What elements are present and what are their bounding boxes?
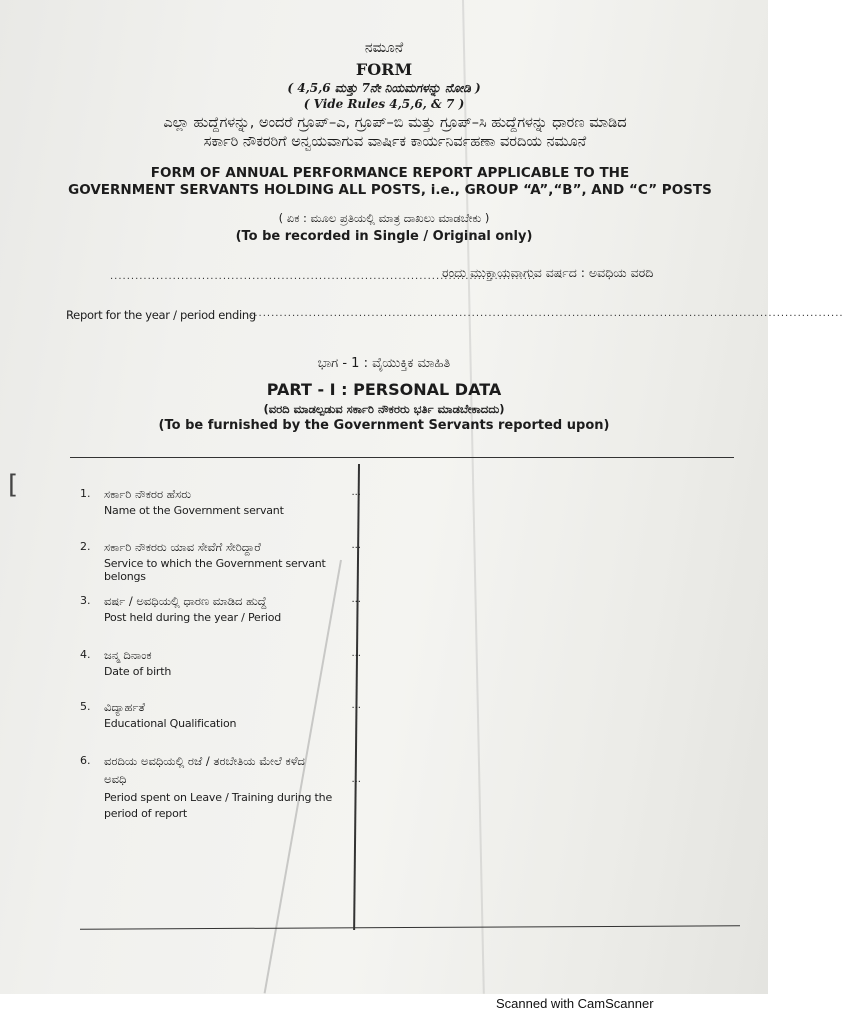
report-title-line2: GOVERNMENT SERVANTS HOLDING ALL POSTS, i.e., GROUP “A”,“B”, AND “C” POSTS <box>68 182 712 198</box>
row-label: Name ot the Government servant <box>104 504 284 517</box>
part-title-kannada: ಭಾಗ - 1 : ವೈಯುಕ್ತಿಕ ಮಾಹಿತಿ <box>317 356 451 371</box>
row-label-kannada: ಜನ್ಮ ದಿನಾಂಕ <box>104 648 152 662</box>
row-label-kannada: ವಿದ್ಯಾರ್ಹತೆ <box>104 700 145 714</box>
rules-reference: ( Vide Rules 4,5,6, & 7 ) <box>303 97 465 111</box>
binder-mark: [ <box>8 470 19 500</box>
form-title-kannada: ನಮೂನೆ <box>364 40 404 56</box>
part-title: PART - I : PERSONAL DATA <box>266 380 502 399</box>
row-label: Period spent on Leave / Training during the period of report <box>104 791 333 820</box>
furnish-note: (To be furnished by the Government Servants reported upon) <box>158 418 610 433</box>
row-label: Post held during the year / Period <box>104 611 282 624</box>
row-dots: ... <box>351 700 361 711</box>
row-number: 2. <box>80 540 91 553</box>
row-dots: ... <box>351 540 361 551</box>
row-number: 6. <box>80 754 91 767</box>
row-label: Service to which the Government servant belongs <box>104 557 326 583</box>
row-label: Date of birth <box>104 665 172 678</box>
row-number: 1. <box>80 487 91 500</box>
row-number: 5. <box>80 700 91 713</box>
report-year-kannada-blank[interactable]: ...................................................................................................... <box>110 271 537 282</box>
report-year-blank[interactable]: ............................................................................................................................................... <box>246 308 844 319</box>
row-label: Educational Qualification <box>104 717 237 730</box>
personal-data-table <box>70 457 734 936</box>
report-title-kannada-line1: ಎಲ್ಲಾ ಹುದ್ದೆಗಳನ್ನು, ಅಂದರೆ ಗ್ರೂಪ್–ಎ, ಗ್ರೂಪ್–ಬಿ ಮತ್ತು ಗ್ರೂಪ್–ಸಿ ಹುದ್ದೆಗಳನ್ನು ಧಾರಣ ಮಾಡಿದ <box>163 115 627 131</box>
single-copy-note: (To be recorded in Single / Original only) <box>235 229 533 244</box>
single-copy-note-kannada: ( ಏಕ : ಮೂಲ ಪ್ರತಿಯಲ್ಲಿ ಮಾತ್ರ ದಾಖಲು ಮಾಡಬೇಕು ) <box>278 211 490 225</box>
scanner-watermark: Scanned with CamScanner <box>496 996 654 1011</box>
report-year-label: Report for the year / period ending <box>66 308 256 322</box>
row-dots: ... <box>351 648 361 659</box>
row-number: 4. <box>80 648 91 661</box>
form-title: FORM <box>355 60 413 79</box>
report-title-kannada-line2: ಸರ್ಕಾರಿ ನೌಕರರಿಗೆ ಅನ್ವಯವಾಗುವ ವಾರ್ಷಿಕ ಕಾರ್ಯನಿರ್ವಹಣಾ ವರದಿಯ ನಮೂನೆ <box>203 134 587 150</box>
row-dots: ... <box>351 774 361 785</box>
row-label-kannada-continued: ಅವಧಿ <box>104 772 127 786</box>
furnish-note-kannada: (ವರದಿ ಮಾಡಲ್ಪಡುವ ಸರ್ಕಾರಿ ನೌಕರರು ಭರ್ತಿ ಮಾಡಬೇಕಾದದು) <box>263 402 505 416</box>
row-dots: ... <box>351 487 361 498</box>
row-label-kannada: ಸರ್ಕಾರಿ ನೌಕರರ ಹೆಸರು <box>104 487 191 501</box>
row-label-kannada: ಸರ್ಕಾರಿ ನೌಕರರು ಯಾವ ಸೇವೆಗೆ ಸೇರಿದ್ದಾರೆ <box>104 540 261 554</box>
row-label-kannada: ವರ್ಷ / ಅವಧಿಯಲ್ಲಿ ಧಾರಣ ಮಾಡಿದ ಹುದ್ದೆ <box>104 594 267 608</box>
row-dots: ... <box>351 594 361 605</box>
report-title-line1: FORM OF ANNUAL PERFORMANCE REPORT APPLICABLE TO THE <box>150 165 630 181</box>
row-label-kannada: ವರದಿಯ ಅವಧಿಯಲ್ಲಿ ರಜೆ / ತರಬೇತಿಯ ಮೇಲೆ ಕಳೆದ <box>104 754 305 768</box>
rules-reference-kannada: ( 4,5,6 ಮತ್ತು 7ನೇ ನಿಯಮಗಳನ್ನು ನೋಡಿ ) <box>287 81 481 95</box>
report-year-kannada-label: ರಂದು ಮುಕ್ತಾಯವಾಗುವ ವರ್ಷದ : ಅವಧಿಯ ವರದಿ <box>442 265 654 280</box>
row-number: 3. <box>80 594 91 607</box>
